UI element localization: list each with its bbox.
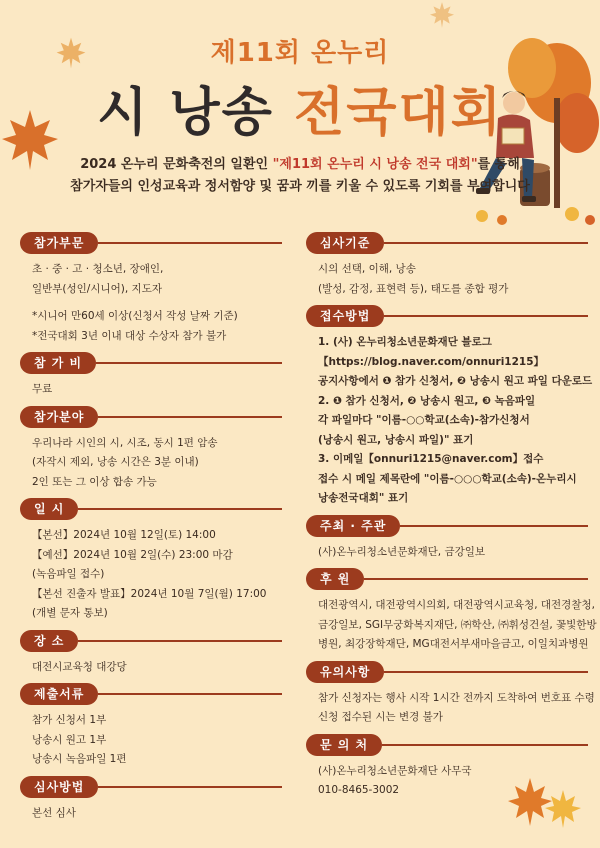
section-title: 심사기준 <box>306 232 384 254</box>
intro-line-1: 2024 온누리 문화축전의 일환인 "제11회 온누리 시 낭송 전국 대회"를 통해 <box>80 157 520 172</box>
section-line: 【https://blog.naver.com/onnuri1215】 <box>318 355 545 368</box>
section-divider <box>382 744 588 746</box>
section-line: 본선 심사 <box>32 806 76 819</box>
section-body <box>306 260 588 299</box>
section-body <box>306 762 588 801</box>
section-line: (사)온누리청소년문화재단 사무국 <box>318 764 472 777</box>
section-line: 2인 또는 그 이상 합송 가능 <box>32 475 157 488</box>
section-header <box>306 515 588 537</box>
section-line: 【본선】2024년 10월 12일(토) 14:00 <box>32 529 216 541</box>
section-line: 무료 <box>32 383 53 395</box>
section-line: *시니어 만60세 이상(신청서 작성 날짜 기준) <box>32 310 238 322</box>
section-line: 일반부(성인/시니어), 지도자 <box>32 282 162 295</box>
section-line: 010-8465-3002 <box>318 784 400 796</box>
section-title: 제출서류 <box>20 683 98 705</box>
section-line: 대전시교육청 대강당 <box>32 660 127 673</box>
left-column <box>20 232 282 829</box>
section-title: 문 의 처 <box>306 734 382 756</box>
section-divider <box>384 315 588 317</box>
section-line: 【예선】2024년 10월 2일(수) 23:00 마감 <box>32 548 233 561</box>
section-title: 유의사항 <box>306 661 384 683</box>
section-line: 2. ❶ 참가 신청서, ❷ 낭송시 원고, ❸ 녹음파일 <box>318 394 536 407</box>
section-line: 시의 선택, 이해, 낭송 <box>318 263 416 275</box>
section-line: 병원, 최강장학재단, MG대전서부새마을금고, 이일치과병원 <box>318 638 589 650</box>
section-header <box>306 568 588 590</box>
section-divider <box>96 362 282 364</box>
section-line: (자작시 제외, 낭송 시간은 3분 이내) <box>32 456 199 468</box>
section-line: 참가 신청자는 행사 시작 1시간 전까지 도착하여 번호표 수령 <box>318 691 595 704</box>
section-header <box>306 232 588 254</box>
section-header <box>20 352 282 374</box>
section-title: 심사방법 <box>20 776 98 798</box>
section-divider <box>384 671 588 673</box>
section-header <box>20 406 282 428</box>
section-title: 주최 · 주관 <box>306 515 400 537</box>
section-line: 초 · 중 · 고 · 청소년, 장애인, <box>32 263 164 275</box>
section-divider <box>78 508 282 510</box>
title-orange-part: 전국대회 <box>293 83 503 143</box>
section-header <box>306 305 588 327</box>
section-divider <box>78 640 282 642</box>
section-line: (개별 문자 통보) <box>32 607 108 619</box>
section-title: 참가부문 <box>20 232 98 254</box>
section-line: 참가 신청서 1부 <box>32 714 107 726</box>
section-line: (녹음파일 접수) <box>32 568 105 580</box>
section-body <box>306 333 593 509</box>
intro-line-2: 참가자들의 인성교육과 정서함양 및 꿈과 끼를 키울 수 있도록 기회를 부여합니다 <box>70 179 530 194</box>
section-line: 각 파일마다 "이름-○○학교(소속)-참가신청서 <box>318 414 530 426</box>
event-subtitle: 제11회 온누리 <box>210 38 390 68</box>
section-line: 낭송전국대회" 표기 <box>318 492 409 504</box>
section-line <box>32 299 282 307</box>
section-header <box>20 630 282 652</box>
section-line: 대전광역시, 대전광역시의회, 대전광역시교육청, 대전경찰청, <box>318 599 595 611</box>
title-dark-part: 시 낭송 <box>97 83 274 143</box>
section-line: 접수 시 메일 제목란에 "이름-○○○학교(소속)-온누리시 <box>318 472 577 485</box>
section-line: 금강일보, SGI무궁화복지재단, ㈜학산, ㈜휘성건설, 꽃빛한방 <box>318 618 597 631</box>
section-title: 후 원 <box>306 568 364 590</box>
section-line: *전국대회 3년 이내 대상 수상자 참가 불가 <box>32 329 227 342</box>
section-line: 낭송시 원고 1부 <box>32 733 107 746</box>
section-body <box>20 526 282 624</box>
section-title: 장 소 <box>20 630 78 652</box>
section-line: 신청 접수된 시는 변경 불가 <box>318 711 443 723</box>
section-body <box>20 711 282 770</box>
section-header <box>20 232 282 254</box>
maple-leaf-icon <box>428 0 456 30</box>
section-body <box>306 543 588 563</box>
section-line: 공지사항에서 ❶ 참가 신청서, ❷ 낭송시 원고 파일 다운로드 <box>318 375 593 387</box>
section-line: (사)온누리청소년문화재단, 금강일보 <box>318 545 486 558</box>
section-divider <box>98 786 282 788</box>
event-title <box>0 70 600 145</box>
section-title: 참 가 비 <box>20 352 96 374</box>
section-title: 접수방법 <box>306 305 384 327</box>
section-header <box>306 734 588 756</box>
right-column <box>306 232 597 807</box>
section-line: 【본선 진출자 발표】2024년 10월 7일(월) 17:00 <box>32 587 267 600</box>
intro-text <box>0 154 600 198</box>
section-divider <box>384 242 588 244</box>
section-header <box>20 683 282 705</box>
section-line: 1. (사) 온누리청소년문화재단 블로그 <box>318 336 492 348</box>
section-body <box>306 689 595 728</box>
section-title: 참가분야 <box>20 406 98 428</box>
section-divider <box>98 416 282 418</box>
section-body <box>20 434 282 493</box>
section-divider <box>98 693 282 695</box>
section-body <box>20 260 282 346</box>
section-body <box>20 658 282 678</box>
section-header <box>20 776 282 798</box>
section-body <box>20 804 282 824</box>
section-divider <box>98 242 282 244</box>
section-title: 일 시 <box>20 498 78 520</box>
section-header <box>20 498 282 520</box>
section-line: (발성, 감정, 표현력 등), 태도를 종합 평가 <box>318 282 509 295</box>
section-line: 3. 이메일【onnuri1215@naver.com】접수 <box>318 453 544 465</box>
section-body <box>306 596 597 655</box>
section-header <box>306 661 588 683</box>
section-divider <box>364 578 588 580</box>
section-body <box>20 380 282 400</box>
section-line: 낭송시 녹음파일 1편 <box>32 753 127 765</box>
section-line: 우리나라 시인의 시, 시조, 동시 1편 암송 <box>32 436 218 449</box>
section-divider <box>400 525 588 527</box>
section-line: (낭송시 원고, 낭송시 파일)" 표기 <box>318 433 474 446</box>
